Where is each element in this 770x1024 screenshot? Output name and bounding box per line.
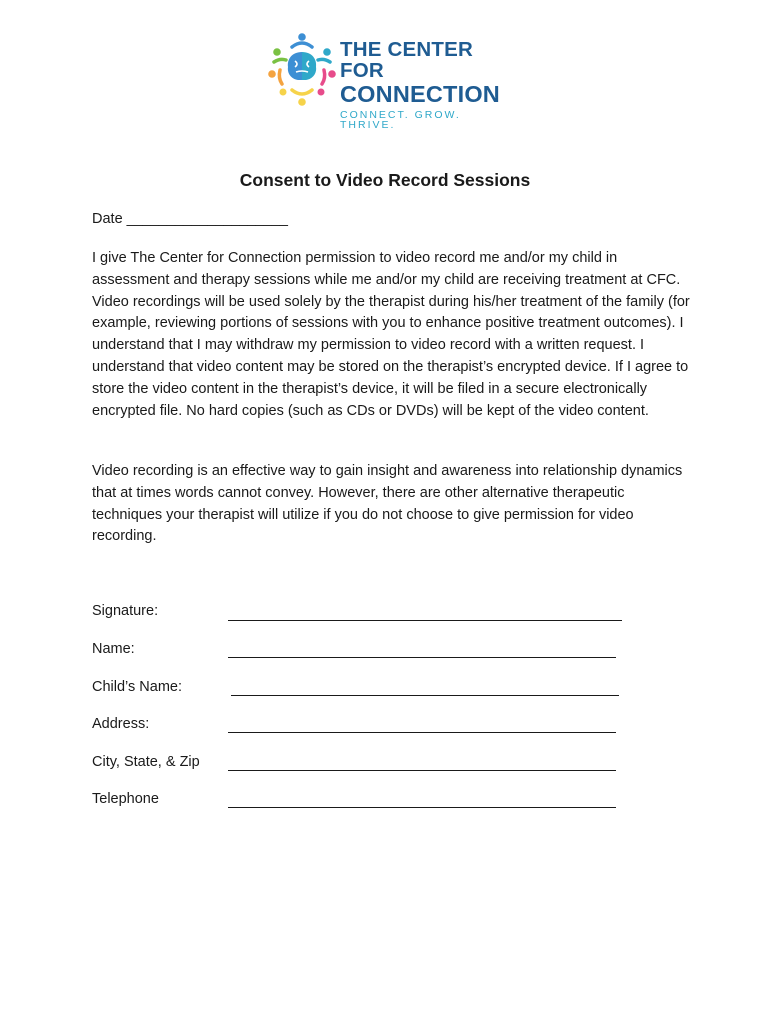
name-line (228, 657, 616, 658)
address-label: Address: (92, 716, 150, 732)
name-label: Name: (92, 641, 135, 657)
date-field: Date ____________________ (92, 211, 288, 227)
telephone-label: Telephone (92, 791, 159, 807)
city-state-zip-line (228, 770, 616, 771)
logo-wordmark (340, 40, 500, 131)
logo-line-1: THE CENTER FOR (340, 38, 473, 82)
document-title: Consent to Video Record Sessions (239, 170, 531, 190)
telephone-line (228, 807, 616, 808)
child-name-label: Child’s Name: (92, 679, 182, 695)
consent-paragraph-2: Video recording is an effective way to gain insight and awareness into relationship dynamics that at times words cannot convey. However, there are other alternative therapeutic techniques your therapist will utilize if you do not choose to give permission for video recording. (92, 463, 683, 545)
signature-label: Signature: (92, 603, 159, 619)
organization-logo (268, 32, 500, 131)
logo-tagline: CONNECT. GROW. THRIVE. (340, 108, 461, 131)
city-state-zip-label: City, State, & Zip (92, 754, 200, 770)
address-line (228, 732, 616, 733)
signature-line (228, 620, 622, 621)
child-name-line (231, 695, 619, 696)
logo-line-2: CONNECTION (340, 81, 500, 107)
connection-people-brain-icon (268, 32, 336, 108)
consent-paragraph-1: I give The Center for Connection permission to video record me and/or my child in assessment and therapy sessions while me and/or my child are receiving treatment at CFC. Video recordings will be used solely by the therapist during his/her treatment of the family (for example, reviewing portions of sessions with you to enhance positive treatment outcomes). I understand that I may withdraw my permission to video record with a written request. I understand that video content may be stored on the therapist’s encrypted device. If I agree to store the video content in the therapist’s device, it will be filed in a secure electronically encrypted file. No hard copies (such as CDs or DVDs) will be kept of the video content. (92, 250, 690, 419)
